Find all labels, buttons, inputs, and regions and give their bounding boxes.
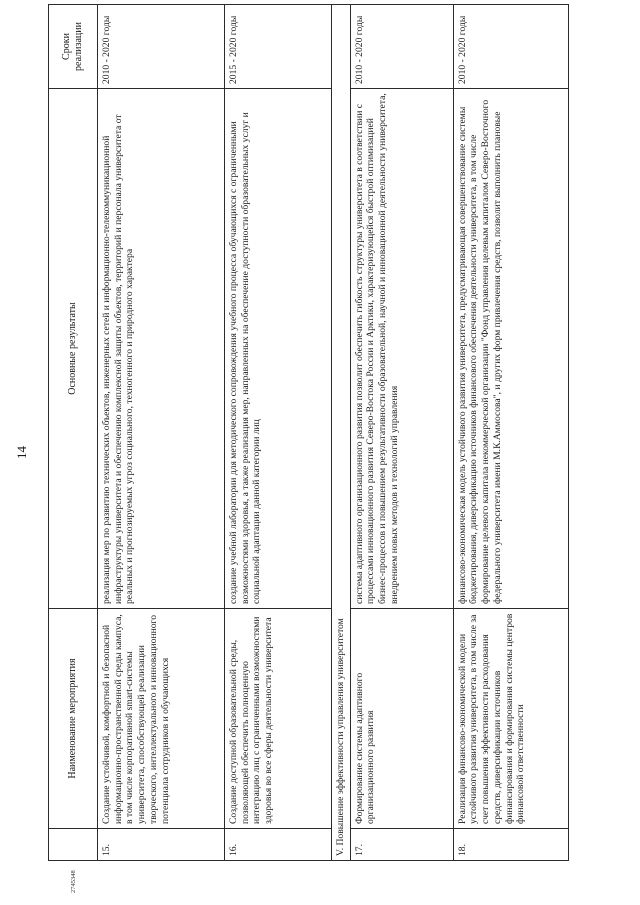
table-row [350, 5, 453, 861]
row-number: 18. [453, 829, 568, 861]
header-term: Сроки реализации [49, 5, 98, 89]
page-number: 14 [14, 446, 29, 459]
row-term: 2015 - 2020 годы [225, 5, 332, 89]
row-results: создание учебной лаборатории для методического сопровождения учебного процесса обучающихся с ограниченными возможностями здоровья, а также реализация мер, направленных на обеспечение доступности образовательных услуг и социальной адаптации данной категории лиц [225, 89, 332, 609]
row-name: Создание доступной образовательной среды, позволяющей обеспечить полноценную интеграцию лиц с ограниченными возможностями здоровья во все сферы деятельности университета [225, 609, 332, 829]
row-name: Создание устойчивой, комфортной и безопасной информационно-пространственной среды кампуса, в том числе корпоративной smart-системы университета, способствующей реализации творческого, интеллектуального и инновационного потенциала сотрудников и обучающихся [98, 609, 225, 829]
row-number: 16. [225, 829, 332, 861]
table-header-row [49, 5, 98, 861]
header-results: Основные результаты [49, 89, 98, 609]
row-term: 2010 - 2020 годы [98, 5, 225, 89]
row-results: система адаптивного организационного развития позволит обеспечить гибкость структуры университета в соответствии с процессами инновационного развития Северо-Востока России и Арктики, характеризующейся быстрой оптимизацией бизнес-процессов и повышением результативности образовательной, научной и инновационной деятельности университета, внедрением новых методов и технологий управления [350, 89, 453, 609]
document-id: 2745348 [70, 870, 77, 893]
row-results: реализация мер по развитию технических объектов, инженерных сетей и информационно-телекоммуникационной инфраструктуры университета и обеспечению комплексной защиты объектов, территорий и персонала университета от реальных и прогнозируемых угроз социального, техногенного и природного характера [98, 89, 225, 609]
section-title: V. Повышение эффективности управления университетом [332, 5, 351, 861]
table-row [98, 5, 225, 861]
header-name: Наименование мероприятия [49, 609, 98, 829]
row-number: 15. [98, 829, 225, 861]
row-term: 2010 - 2020 годы [350, 5, 453, 89]
plan-table [48, 4, 569, 861]
row-term: 2010 - 2020 годы [453, 5, 568, 89]
header-number [49, 829, 98, 861]
table-row [453, 5, 568, 861]
row-number: 17. [350, 829, 453, 861]
row-results: финансово-экономическая модель устойчивого развития университета, предусматривающая совершенствование системы бюджетирования, диверсификацию источников финансового обеспечения деятельности университета, в том числе формирование целевого капитала некоммерческой организации "Фонд управления целевым капиталом Северо-Восточного федерального университета имени М.К.Аммосова", и других форм привлечения средств, позволит выполнить плановые [453, 89, 568, 609]
row-name: Формирование системы адаптивного организационного развития [350, 609, 453, 829]
section-row [332, 5, 351, 861]
table-row [225, 5, 332, 861]
row-name: Реализация финансово-экономической модели устойчивого развития университета, в том числе за счет повышения эффективности расходования средств, диверсификации источников финансирования и формирования системы центров финансовой ответственности [453, 609, 568, 829]
